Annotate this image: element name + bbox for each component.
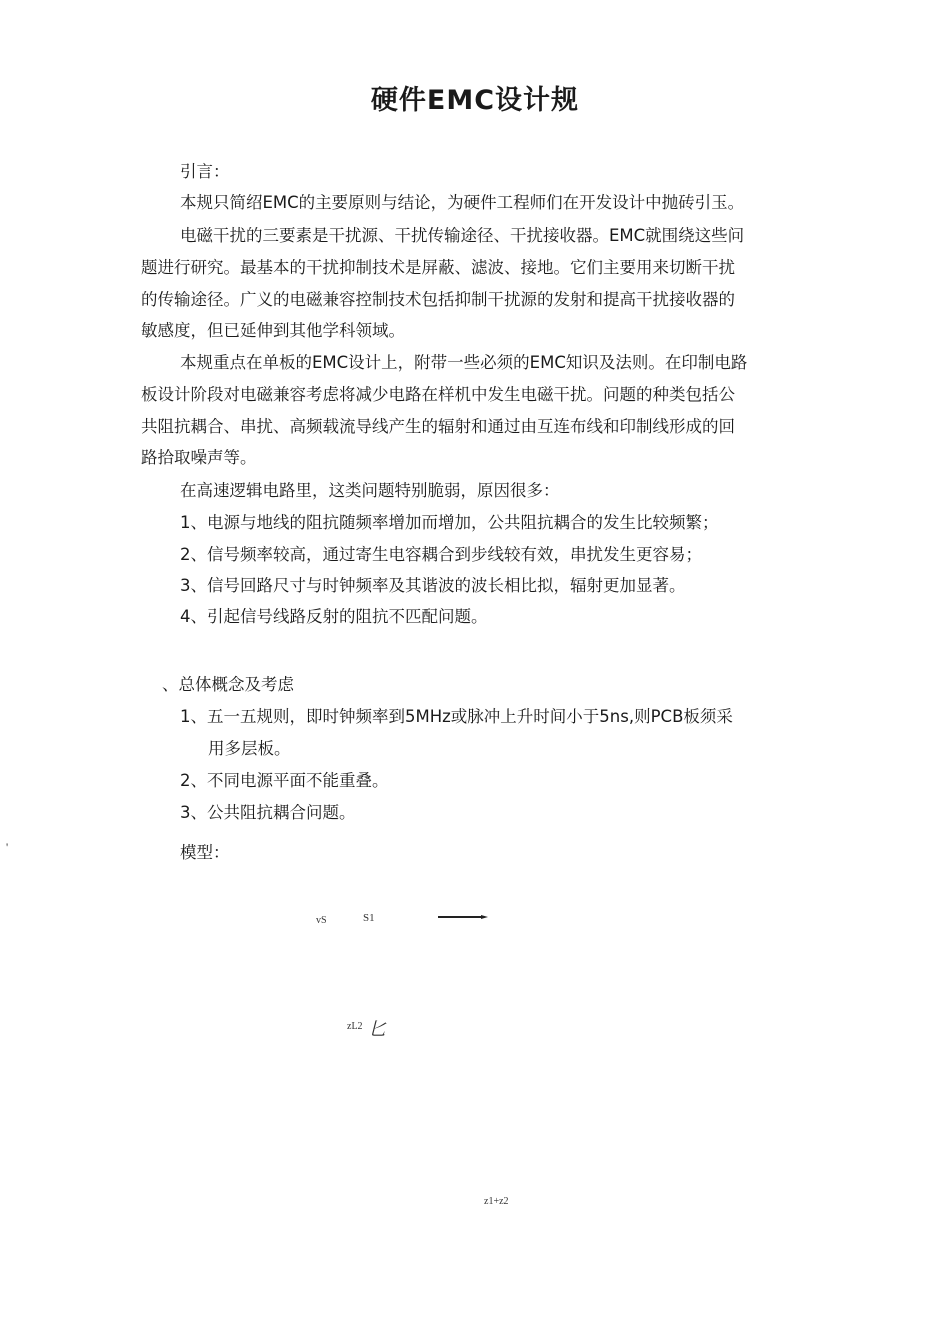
paragraph-1: 本规只简绍EMC的主要原则与结论，为硬件工程师们在开发设计中抛砖引玉。	[180, 193, 745, 212]
paragraph-2-line-2: 题进行研究。最基本的干扰抑制技术是屏蔽、滤波、接地。它们主要用来切断干扰	[141, 258, 735, 277]
figure-label-s1: S1	[363, 912, 375, 924]
paragraph-3-line-3: 共阻抗耦合、串扰、高频载流导线产生的辐射和通过由互连布线和印制线形成的回	[141, 417, 735, 436]
paragraph-3-line-2: 板设计阶段对电磁兼容考虑将减少电路在样机中发生电磁干扰。问题的种类包括公	[141, 385, 735, 404]
figure-label-z1-z2: z1+z2	[484, 1196, 509, 1207]
right-arrow-icon	[438, 915, 488, 919]
paragraph-2-line-3: 的传输途径。广义的电磁兼容控制技术包括抑制干扰源的发射和提高干扰接收器的	[141, 290, 735, 309]
paragraph-3-line-1: 本规重点在单板的EMC设计上，附带一些必须的EMC知识及法则。在印制电路	[180, 353, 748, 372]
reason-item-2: 2、信号频率较高，通过寄生电容耦合到步线较有效，串扰发生更容易；	[180, 545, 702, 564]
rule-item-1: 1、五一五规则，即时钟频率到5MHz或脉冲上升时间小于5ns,则PCB板须采	[180, 707, 733, 726]
stray-mark: '	[6, 840, 9, 854]
reason-item-1: 1、电源与地线的阻抗随频率增加而增加，公共阻抗耦合的发生比较频繁；	[180, 513, 719, 532]
rule-item-2: 2、不同电源平面不能重叠。	[180, 771, 389, 790]
rule-item-3: 3、公共阻抗耦合问题。	[180, 803, 356, 822]
paragraph-2-line-4: 敏感度，但已延伸到其他学科领域。	[141, 321, 405, 340]
document-title: 硬件EMC设计规	[370, 85, 580, 116]
reason-item-4: 4、引起信号线路反射的阻抗不匹配问题。	[180, 607, 488, 626]
model-label: 模型：	[180, 843, 230, 862]
reason-item-3: 3、信号回路尺寸与时钟频率及其谐波的波长相比拟，辐射更加显著。	[180, 576, 686, 595]
rule-item-1-continued: 用多层板。	[208, 739, 291, 758]
section-heading: 、总体概念及考虑	[162, 675, 294, 694]
figure-label-vs: vS	[316, 915, 327, 926]
figure-glyph: 匕	[368, 1019, 386, 1039]
figure-label-zl2: zL2	[347, 1021, 363, 1032]
intro-label: 引言：	[180, 162, 230, 181]
paragraph-3-line-4: 路拾取噪声等。	[141, 448, 257, 467]
paragraph-2-line-1: 电磁干扰的三要素是干扰源、干扰传输途径、干扰接收器。EMC就围绕这些问	[180, 226, 745, 245]
paragraph-4: 在高速逻辑电路里，这类问题特别脆弱，原因很多：	[180, 481, 560, 500]
